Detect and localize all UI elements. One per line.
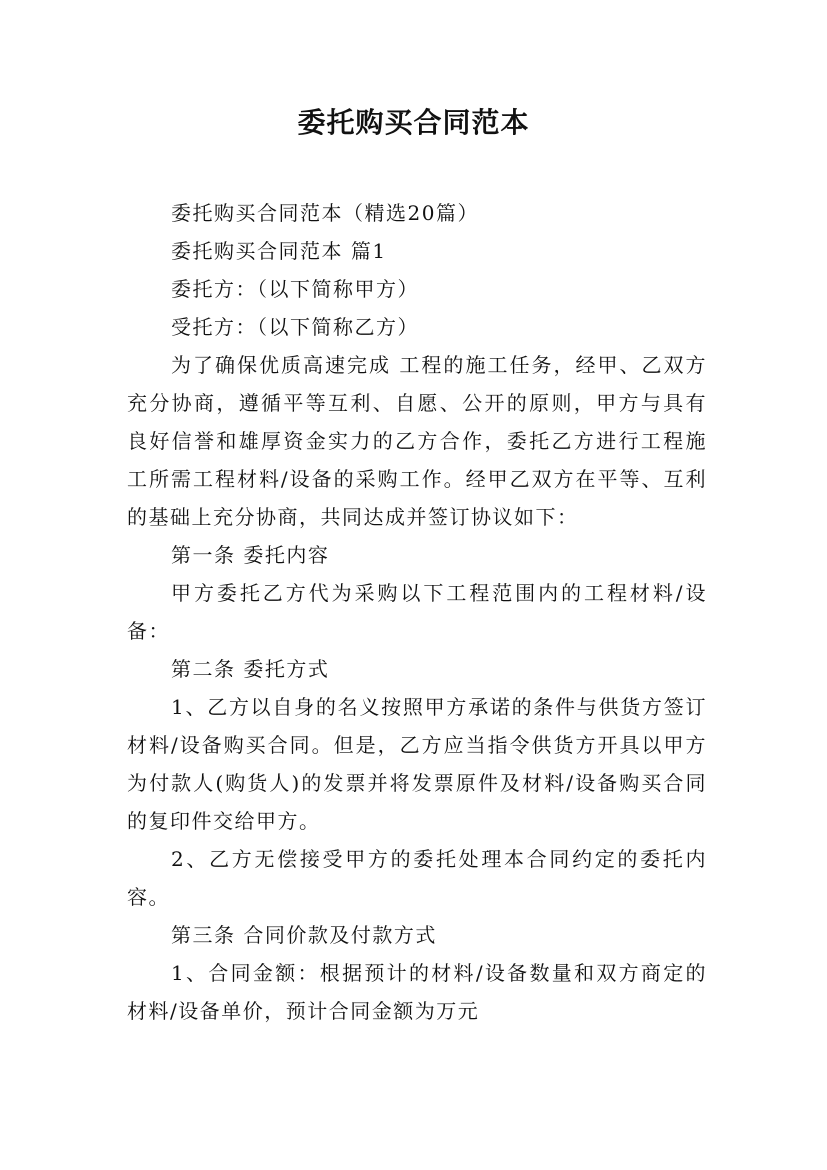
article-2-clause-2: 2、乙方无偿接受甲方的委托处理本合同约定的委托内容。: [127, 847, 707, 909]
paragraph-preamble: 为了确保优质高速完成 工程的施工任务，经甲、乙双方充分协商，遵循平等互利、自愿、公开的原则，甲方与具有良好信誉和雄厚资金实力的乙方合作，委托乙方进行工程施工所需工程材料/设备的采购工作。经甲乙双方在平等、互利的基础上充分协商，共同达成并签订协议如下：: [127, 353, 707, 529]
article-3-clause-1: 1、合同金额：根据预计的材料/设备数量和双方商定的材料/设备单价，预计合同金额为万元: [127, 961, 707, 1023]
article-2-clause-1: 1、乙方以自身的名义按照甲方承诺的条件与供货方签订材料/设备购买合同。但是，乙方应当指令供货方开具以甲方为付款人(购货人)的发票并将发票原件及材料/设备购买合同的复印件交给甲方。: [127, 695, 707, 833]
paragraph-section-heading: 委托购买合同范本 篇1: [171, 239, 387, 263]
paragraph-subtitle: 委托购买合同范本（精选20篇）: [171, 201, 479, 225]
paragraph-client: 委托方：（以下简称甲方）: [171, 277, 419, 301]
article-1-body: 甲方委托乙方代为采购以下工程范围内的工程材料/设备：: [127, 581, 707, 643]
article-1-heading: 第一条 委托内容: [171, 543, 330, 567]
document-body: [127, 194, 707, 1030]
document-title: 委托购买合同范本: [297, 106, 530, 139]
paragraph-agent: 受托方：（以下简称乙方）: [171, 315, 419, 339]
article-2-heading: 第二条 委托方式: [171, 657, 330, 681]
article-3-heading: 第三条 合同价款及付款方式: [171, 923, 437, 947]
